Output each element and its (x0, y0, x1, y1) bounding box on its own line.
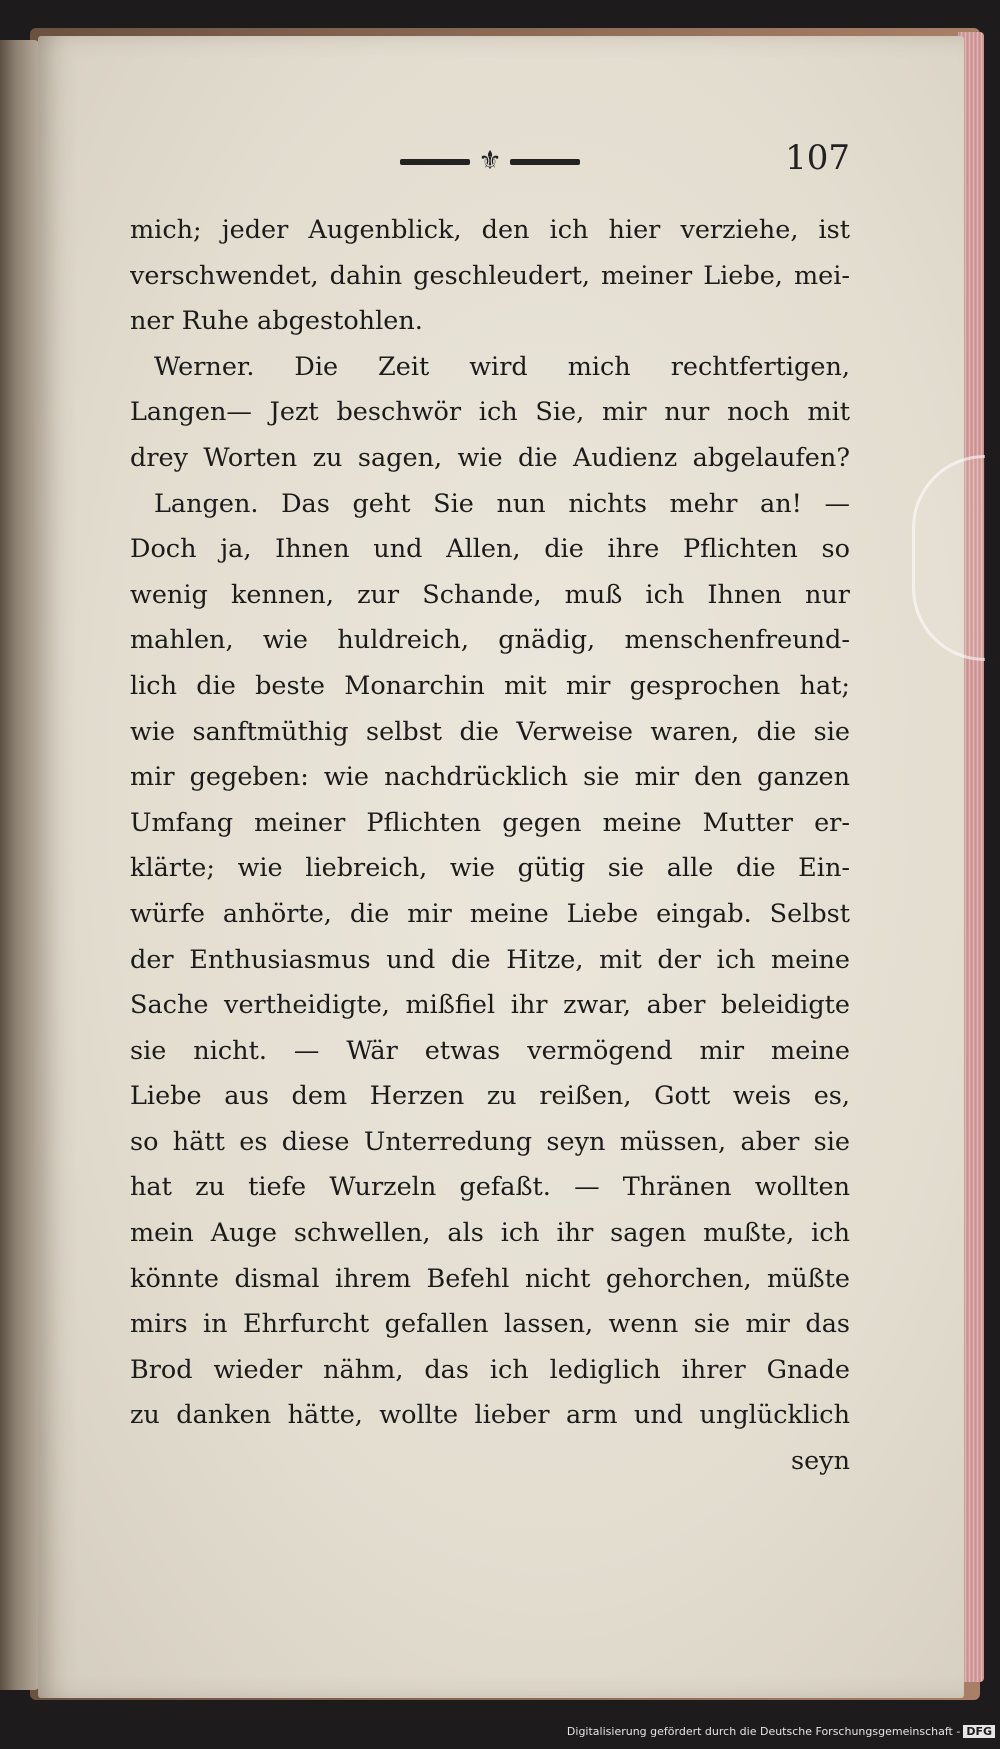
text-line: so hätt es diese Unterredung seyn müssen, aber sie (130, 1126, 850, 1157)
text-line: Werner. Die Zeit wird mich rechtfertigen, (154, 351, 850, 382)
text-line: ner Ruhe abgestohlen. (130, 306, 423, 337)
text-line: zu danken hätte, wollte lieber arm und unglücklich (130, 1400, 850, 1431)
text-line: mirs in Ehrfurcht gefallen lassen, wenn sie mir das (130, 1309, 850, 1340)
text-line: verschwendet, dahin geschleudert, meiner Liebe, mei- (130, 260, 850, 291)
previous-page-edge (0, 40, 40, 1690)
text-line: Langen. Das geht Sie nun nichts mehr an! — (154, 488, 850, 519)
text-line: lich die beste Monarchin mit mir gesprochen hat; (130, 670, 850, 701)
text-line: sie nicht. — Wär etwas vermögend mir meine (130, 1035, 850, 1066)
text-line: Umfang meiner Pflichten gegen meine Mutter er- (130, 807, 850, 838)
text-line: könnte dismal ihrem Befehl nicht gehorchen, müßte (130, 1263, 850, 1294)
text-line: drey Worten zu sagen, wie die Audienz abgelaufen? (130, 442, 850, 473)
text-line: mein Auge schwellen, als ich ihr sagen mußte, ich (130, 1218, 850, 1249)
body-text (130, 208, 850, 1485)
text-line: würfe anhörte, die mir meine Liebe eingab. Selbst (130, 898, 850, 929)
digitization-credit (0, 1725, 995, 1738)
text-line: Doch ja, Ihnen und Allen, die ihre Pflichten so (130, 534, 850, 565)
page-number: 107 (785, 138, 850, 178)
ornament-bar-left (400, 159, 470, 165)
text-line: hat zu tiefe Wurzeln gefaßt. — Thränen wollten (130, 1172, 850, 1203)
text-line: Langen— Jezt beschwör ich Sie, mir nur noch mit (130, 397, 850, 428)
text-line: der Enthusiasmus und die Hitze, mit der ich meine (130, 944, 850, 975)
text-line: Brod wieder nähm, das ich lediglich ihrer Gnade (130, 1354, 850, 1385)
text-line: wie sanftmüthig selbst die Verweise waren, die sie (130, 716, 850, 747)
text-line: mahlen, wie huldreich, gnädig, menschenfreund- (130, 625, 850, 656)
credit-text: Digitalisierung gefördert durch die Deutsche Forschungsgemeinschaft - (566, 1725, 961, 1738)
text-line: mich; jeder Augenblick, den ich hier verziehe, ist (130, 215, 850, 245)
header-ornament (400, 146, 580, 176)
text-line: Sache vertheidigte, mißfiel ihr zwar, aber beleidigte (130, 990, 850, 1021)
text-line: wenig kennen, zur Schande, muß ich Ihnen nur (130, 579, 850, 610)
text-line: mir gegeben: wie nachdrücklich sie mir den ganzen (130, 762, 850, 793)
ornament-bar-right (510, 159, 580, 165)
text-line: Liebe aus dem Herzen zu reißen, Gott weis es, (130, 1081, 850, 1112)
fleur-icon: ⚜ (478, 146, 502, 176)
dfg-logo: DFG (963, 1725, 995, 1738)
text-line: klärte; wie liebreich, wie gütig sie alle die Ein- (130, 853, 850, 884)
catchword: seyn (790, 1446, 850, 1477)
